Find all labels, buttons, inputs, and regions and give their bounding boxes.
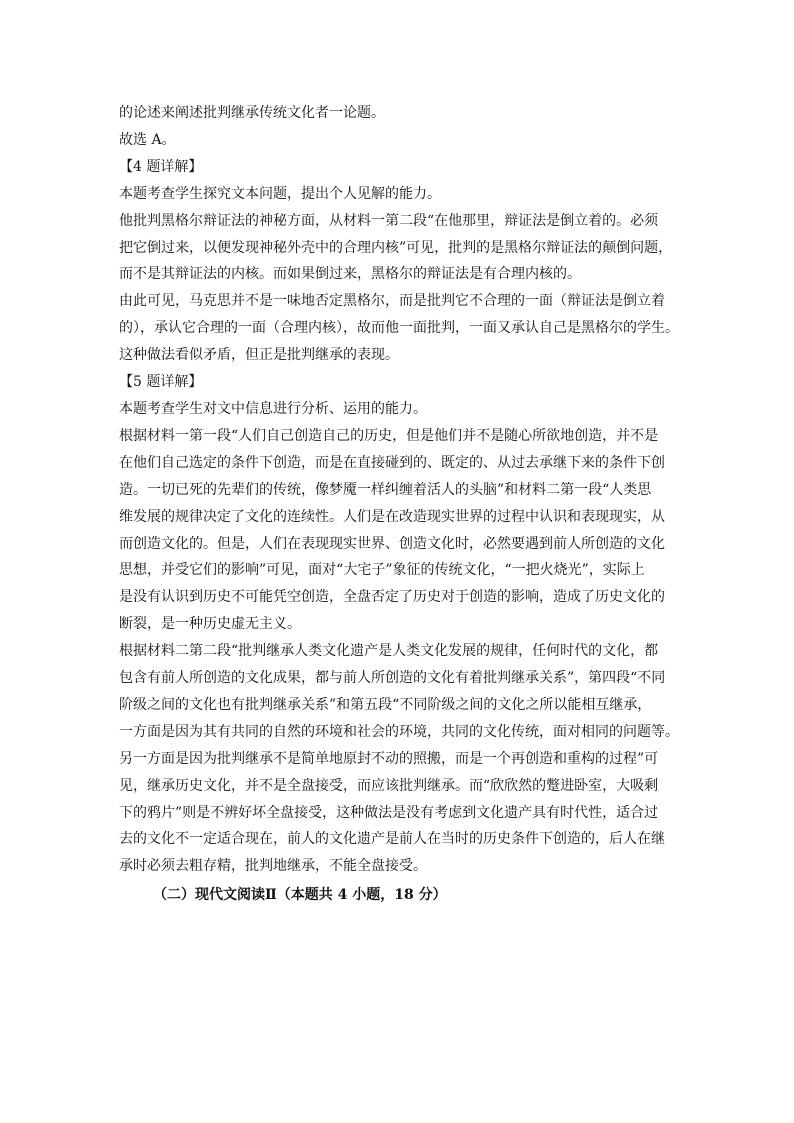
text-line: 把它倒过来，以便发现神秘外壳中的合理内核”可见，批判的是黑格尔辩证法的颠倒问题， <box>119 239 673 256</box>
text-line: 本题考查学生对文中信息进行分析、运用的能力。 <box>119 400 427 417</box>
text-line: 故选 A。 <box>119 131 176 148</box>
text-line: 在他们自己选定的条件下创造，而是在直接碰到的、既定的、从过去承继下来的条件下创 <box>119 454 665 471</box>
document-page <box>119 100 679 909</box>
q5-heading: 【5 题详解】 <box>119 374 203 391</box>
text-line: 造。一切已死的先辈们的传统，像梦魇一样纠缠着活人的头脑”和材料二第一段“人类思 <box>119 481 652 498</box>
text-line: 本题考查学生探究文本问题，提出个人见解的能力。 <box>119 185 441 202</box>
text-line: 断裂，是一种历史虚无主义。 <box>119 616 301 633</box>
text-line: 是没有认识到历史不可能凭空创造，全盘否定了历史对于创造的影响，造成了历史文化的 <box>119 589 665 606</box>
text-line: 一方面是因为其有共同的自然的环境和社会的环境，共同的文化传统，面对相同的问题等。 <box>119 723 679 740</box>
text-line: 由此可见，马克思并不是一味地否定黑格尔，而是批判它不合理的一面（辩证法是倒立着 <box>119 293 665 310</box>
text-line: 承时必须去粗存精，批判地继承，不能全盘接受。 <box>119 858 427 875</box>
text-line: 的论述来阐述批判继承传统文化者一论题。 <box>119 105 385 121</box>
q4-heading: 【4 题详解】 <box>119 158 203 175</box>
text-line: 思想，并受它们的影响”可见，面对“大宅子”象征的传统文化，“一把火烧光”，实际上 <box>119 562 645 579</box>
text-line: 维发展的规律决定了文化的连续性。人们是在改造现实世界的过程中认识和表现现实，从 <box>119 508 665 525</box>
text-line: 另一方面是因为批判继承不是简单地原封不动的照搬，而是一个再创造和重构的过程”可 <box>119 750 659 767</box>
text-line: 包含有前人所创造的文化成果，都与前人所创造的文化有着批判继承关系”，第四段“不同 <box>119 670 666 687</box>
section-title: （二）现代文阅读Ⅱ（本题共 4 小题，18 分） <box>153 887 447 904</box>
text-line: 而不是其辩证法的内核。而如果倒过来，黑格尔的辩证法是有合理内核的。 <box>119 266 581 283</box>
text-line: 阶级之间的文化也有批判继承关系”和第五段“不同阶级之间的文化之所以能相互继承， <box>119 696 652 713</box>
text-line: 这种做法看似矛盾，但正是批判继承的表现。 <box>119 347 399 364</box>
text-line: 而创造文化的。但是，人们在表现现实世界、创造文化时，必然要遇到前人所创造的文化 <box>119 535 665 552</box>
text-line: 他批判黑格尔辩证法的神秘方面，从材料一第二段“在他那里，辩证法是倒立着的。必须 <box>119 212 659 229</box>
text-line: 根据材料一第一段“人们自己创造自己的历史，但是他们并不是随心所欲地创造，并不是 <box>119 427 659 444</box>
text-line: 的），承认它合理的一面（合理内核），故而他一面批判，一面又承认自己是黑格尔的学生。 <box>119 320 679 337</box>
text-line: 下的鸦片”则是不辨好坏全盘接受，这种做法是没有考虑到文化遗产具有时代性，适合过 <box>119 804 659 821</box>
text-line: 去的文化不一定适合现在，前人的文化遗产是前人在当时的历史条件下创造的，后人在继 <box>119 831 665 848</box>
text-line: 根据材料二第二段“批判继承人类文化遗产是人类文化发展的规律，任何时代的文化，都 <box>119 643 659 660</box>
text-line: 见，继承历史文化，并不是全盘接受，而应该批判继承。而“欣欣然的蹩进卧室，大吸剩 <box>119 777 659 794</box>
